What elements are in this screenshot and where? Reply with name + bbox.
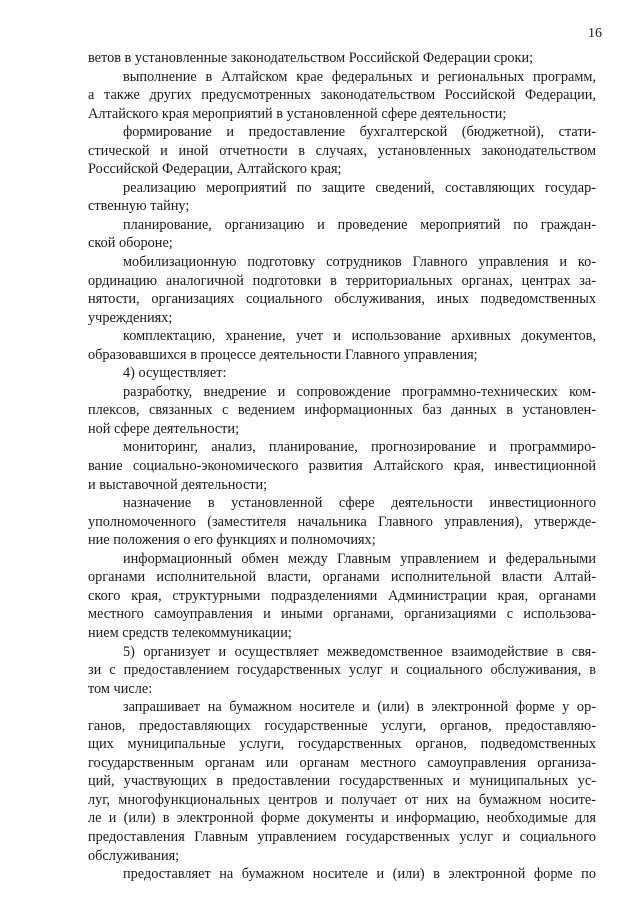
text-line: нятости, организациях социального обслуживания, иных подведомственных <box>88 291 596 308</box>
text-line: уполномоченного (заместителя начальника Главного управления), утвержде- <box>88 513 596 530</box>
text-line: назначение в установленной сфере деятельности инвестиционного <box>123 495 596 512</box>
text-line: выполнение в Алтайском крае федеральных и региональных программ, <box>123 68 596 85</box>
text-line: ций, участвующих в предоставлении государственных и муниципальных ус- <box>88 773 596 790</box>
text-line: органами исполнительной власти, органами исполнительной власти Алтай- <box>88 569 596 586</box>
text-line: зи с предоставлением государственных услуг и социального обслуживания, в <box>88 662 596 679</box>
text-line: предоставляет на бумажном носителе и (или) в электронной форме по <box>123 866 596 883</box>
text-line: а также других предусмотренных законодательством Российской Федерации, <box>88 87 596 104</box>
text-line: информационный обмен между Главным управлением и федеральными <box>123 550 596 567</box>
text-line: ние положения о его функциях и полномочиях; <box>88 532 376 549</box>
text-line: реализацию мероприятий по защите сведений, составляющих государ- <box>123 179 596 196</box>
text-line: образовавшихся в процессе деятельности Главного управления; <box>88 346 478 363</box>
text-line: комплектацию, хранение, учет и использование архивных документов, <box>123 328 596 345</box>
text-line: мониторинг, анализ, планирование, прогнозирование и программиро- <box>123 439 596 456</box>
text-line: ственную тайну; <box>88 198 190 215</box>
text-line: Российской Федерации, Алтайского края; <box>88 161 342 178</box>
text-line: 5) организует и осуществляет межведомственное взаимодействие в свя- <box>123 643 596 660</box>
text-line: учреждениях; <box>88 309 173 326</box>
text-line: обслуживания; <box>88 847 180 864</box>
text-line: щих муниципальные услуги, государственных органов, подведомственных <box>88 736 596 753</box>
text-line: плексов, связанных с ведением информационных баз данных в установлен- <box>88 402 596 419</box>
text-line: предоставления Главным управлением государственных услуг и социального <box>88 828 596 845</box>
text-line: луг, многофункциональных центров и получает от них на бумажном носите- <box>88 791 596 808</box>
text-line: мобилизационную подготовку сотрудников Главного управления и ко- <box>123 254 596 271</box>
text-line: формирование и предоставление бухгалтерской (бюджетной), стати- <box>123 124 596 141</box>
text-line: Алтайского края мероприятий в установленной сфере деятельности; <box>88 105 507 122</box>
text-line: ветов в установленные законодательством Российской Федерации сроки; <box>88 50 534 66</box>
text-line: ординацию аналогичной подготовки в территориальных органах, центрах за- <box>88 272 596 289</box>
text-line: 4) осуществляет: <box>123 365 227 382</box>
text-line: и выставочной деятельности; <box>88 476 268 493</box>
text-line: нием средств телекоммуникации; <box>88 624 292 641</box>
text-line: ской обороне; <box>88 235 173 252</box>
text-line: ле и (или) в электронной форме документы и информацию, необходимые для <box>88 810 596 827</box>
text-line: стической и иной отчетности в случаях, установленных законодательством <box>88 142 596 159</box>
page-number: 16 <box>588 26 602 41</box>
text-line: ганов, предоставляющих государственные услуги, органов, предоставляю- <box>88 717 596 734</box>
text-line: ского края, структурными подразделениями Администрации края, органами <box>88 587 596 604</box>
text-line: том числе: <box>88 680 153 697</box>
text-line: планирование, организацию и проведение мероприятий по граждан- <box>123 216 596 233</box>
text-line: государственным органам или органам местного самоуправления организа- <box>88 754 596 771</box>
text-line: ной сфере деятельности; <box>88 420 240 437</box>
text-line: местного самоуправления и иными органами, организациями с использова- <box>88 606 596 623</box>
text-line: вание социально-экономического развития Алтайского края, инвестиционной <box>88 458 596 475</box>
body-text <box>88 49 596 884</box>
text-line: разработку, внедрение и сопровождение программно-технических ком- <box>123 383 596 400</box>
text-line: запрашивает на бумажном носителе и (или) в электронной форме у ор- <box>123 699 596 716</box>
